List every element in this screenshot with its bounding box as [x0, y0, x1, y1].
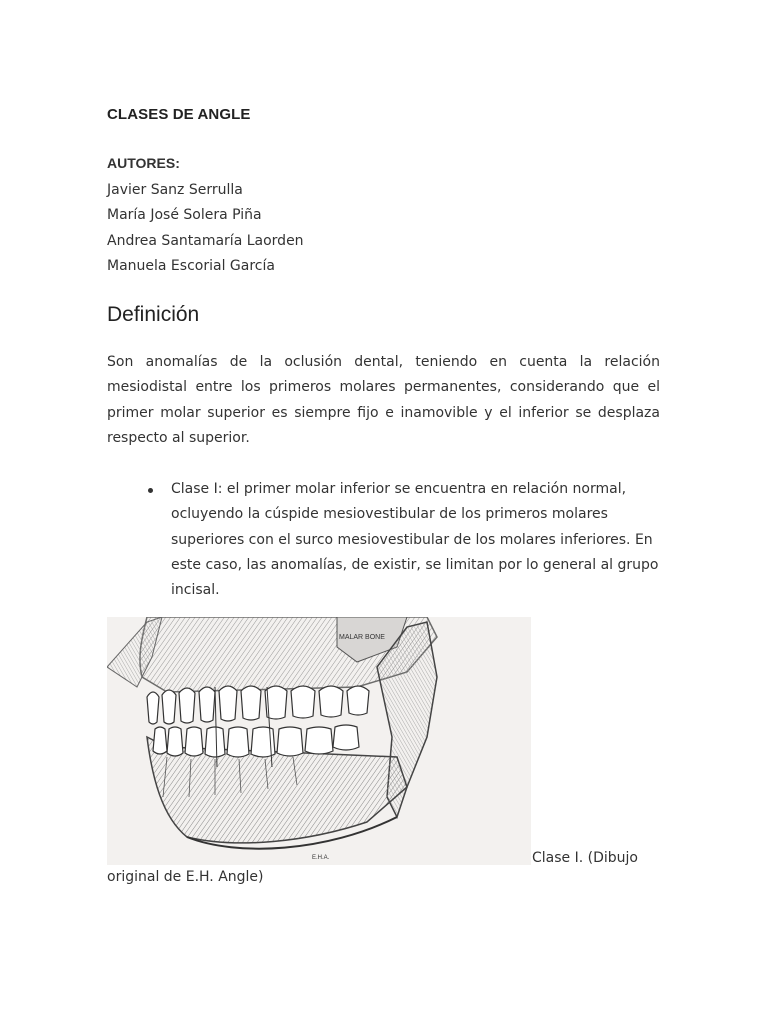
author-name: Manuela Escorial García — [107, 257, 275, 274]
list-item-text: Clase I: el primer molar inferior se encuentra en relación normal, ocluyendo la cúspide mesiovestibular de los primeros molares superiores con el surco mesiovestibular de los molares inferiores. En este caso, las anomalías, de existir, se limitan por lo general al grupo incisal. — [171, 481, 659, 599]
definition-paragraph: Son anomalías de la oclusión dental, teniendo en cuenta la relación mesiodistal entre los primeros molares permanentes, considerando que el primer molar superior es siempre fijo e inamovible y el inferior se desplaza respecto al superior. — [107, 354, 660, 446]
author-name: María José Solera Piña — [107, 207, 262, 224]
figure-signature: E.H.A. — [312, 855, 330, 861]
bullet-icon — [148, 488, 153, 493]
class-list — [107, 477, 660, 603]
figure-label-malar: MALAR BONE — [339, 634, 385, 641]
skull-drawing — [107, 617, 531, 865]
author-name: Andrea Santamaría Laorden — [107, 232, 304, 249]
figure-caption: Clase I. (Dibujo — [532, 850, 638, 866]
author-name: Javier Sanz Serrulla — [107, 182, 243, 198]
skull-illustration — [107, 617, 531, 865]
section-heading-definition: Definición — [107, 303, 200, 326]
authors-list — [107, 178, 304, 279]
authors-label: AUTORES: — [107, 155, 180, 171]
list-item-clase-i — [107, 477, 660, 603]
figure-caption-continued: original de E.H. Angle) — [107, 869, 264, 885]
document-title: CLASES DE ANGLE — [107, 106, 251, 123]
